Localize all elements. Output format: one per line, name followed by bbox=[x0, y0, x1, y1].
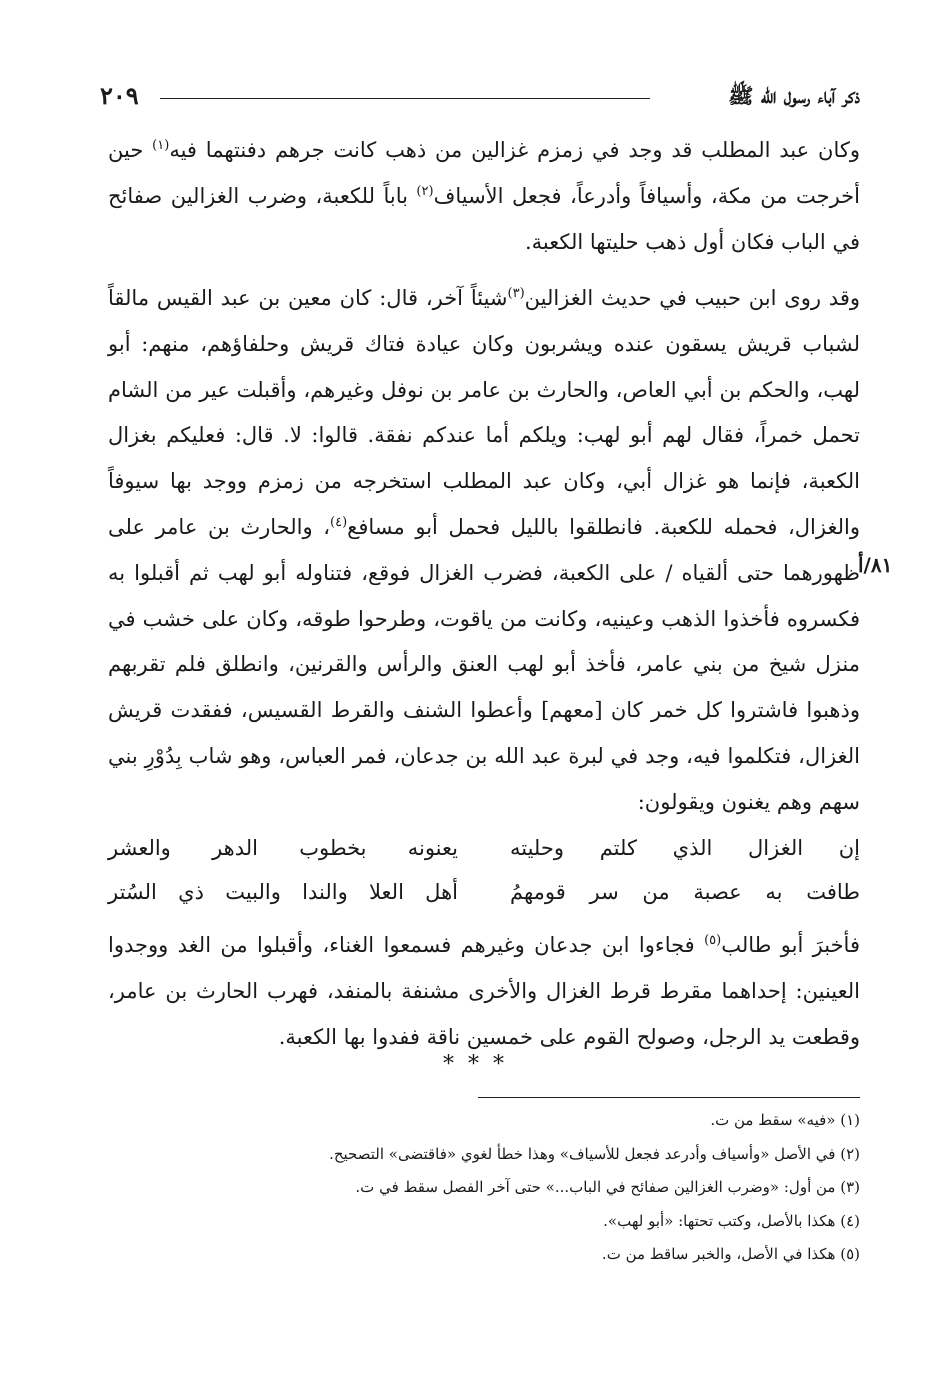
para1-text-c: باباً للكعبة، وضرب الغزالين صفائح في الباب فكان أول ذهب حليتها الكعبة. bbox=[108, 183, 860, 254]
footnote-5: (٥) هكذا في الأصل، والخبر ساقط من ت. bbox=[601, 1245, 860, 1263]
footnote-3: (٣) من أول: «وضرب الغزالين صفائح في الباب...» حتى آخر الفصل سقط في ت. bbox=[355, 1178, 860, 1196]
footnote-marker-5: (٥) bbox=[704, 933, 722, 948]
section-separator: *** bbox=[443, 1052, 518, 1077]
header-rule bbox=[160, 98, 650, 99]
para2-text-b: شيئاً آخر، قال: كان معين بن عبد القيس مالقاً لشباب قريش يسقون عنده ويشربون وكان عيادة فتاك قريش وحلفاؤهم، منهم: أبو لهب، والحكم بن أبي العاص، والحارث بن عامر بن نوفل وغيرهم، وأقبلت عير من الشام تحمل خمراً، فقال لهم أبو لهب: ويلكم أما عندكم نفقة. قالوا: لا. قال: فعليكم بغزال الكعبة، فإنما هو غزال أبي، وكان عبد المطلب استخرجه من زمزم ووجد بها سيوفاً والغزال، فحمله للكعبة. فانطلقوا بالليل فحمل أبو مسافع bbox=[108, 286, 860, 539]
paragraph-1 bbox=[108, 128, 860, 265]
page-header bbox=[100, 78, 860, 114]
footnote-4: (٤) هكذا بالأصل، وكتب تحتها: «أبو لهب». bbox=[603, 1211, 860, 1230]
footnote-marker-2: (٢) bbox=[416, 183, 434, 199]
poem-verses bbox=[108, 826, 860, 914]
margin-folio-note: ٨١/أ bbox=[858, 553, 893, 577]
footnote-marker-1: (١) bbox=[152, 138, 170, 153]
verse-1-second-hemistich: يعنونه بخطوب الدهر والعشر bbox=[108, 836, 458, 860]
verse-2 bbox=[108, 870, 860, 914]
page-number: ٢٠٩ bbox=[100, 81, 139, 110]
footnotes bbox=[150, 1104, 860, 1272]
para1-text-a: وكان عبد المطلب قد وجد في زمزم غزالين من ذهب كانت جرهم دفنتهما فيه bbox=[169, 138, 860, 162]
verse-1 bbox=[108, 826, 860, 870]
para3-text-a: فأخبرَ أبو طالب bbox=[721, 933, 860, 957]
footnote-1: (١) «فيه» سقط من ت. bbox=[710, 1111, 860, 1129]
verse-2-second-hemistich: أهل العلا والندا والبيت ذي السُتر bbox=[108, 880, 458, 904]
verse-1-first-hemistich: إن الغزال الذي كلتم وحليته bbox=[510, 836, 860, 860]
para2-text-c: ، والحارث بن عامر على ظهورهما حتى ألقياه / على الكعبة، فضرب الغزال فوقع، فتناوله أبو لهب ثم أقبلوا به فكسروه فأخذوا الذهب وعينيه، وكانت من ياقوت، وطرحوا طوقه، وكان على خشب في منزل شيخ من بني عامر، فأخذ أبو لهب العنق والرأس والقرنين، وانطلق فلم تقربهم وذهبوا فاشتروا كل خمر كان [معهم] وأعطوا الشنف والقرط القسيس، ففقدت قريش الغزال، فتكلموا فيه، وجد في لبرة عبد الله بن جدعان، فمر العباس، وهو شاب بِدُوْرِ بني سهم وهم يغنون ويقولون: bbox=[108, 514, 860, 814]
para1-text-b: حين أخرجت من مكة، وأسيافاً وأدرعاً، فجعل الأسياف bbox=[108, 138, 861, 208]
footnote-marker-4: (٤) bbox=[330, 514, 348, 530]
running-title: ذكر آباء رسول الله ﷺ bbox=[728, 83, 860, 108]
para3-text-b: فجاءوا ابن جدعان وغيرهم فسمعوا الغناء، وأقبلوا من الغد ووجدوا العينين: إحداهما مقرط قرط الغزال والأخرى مشنفة بالمنفد، فهرب الحارث بن عامر، وقطعت يد الرجل، وصولح القوم على خمسين ناقة ففدوا بها الكعبة. bbox=[108, 933, 860, 1049]
para2-text-a: وقد روى ابن حبيب في حديث الغزالين bbox=[524, 286, 860, 310]
verse-2-first-hemistich: طافت به عصبة من سر قومهمُ bbox=[510, 880, 860, 904]
footnote-marker-3: (٣) bbox=[507, 286, 525, 301]
paragraph-2 bbox=[108, 276, 860, 826]
footnote-rule bbox=[478, 1097, 860, 1098]
footnote-2: (٢) في الأصل «وأسياف وأدرعد فجعل للأسياف» وهذا خطأ لغوي «فاقتضى» التصحيح. bbox=[329, 1144, 860, 1163]
paragraph-3 bbox=[108, 923, 860, 1060]
